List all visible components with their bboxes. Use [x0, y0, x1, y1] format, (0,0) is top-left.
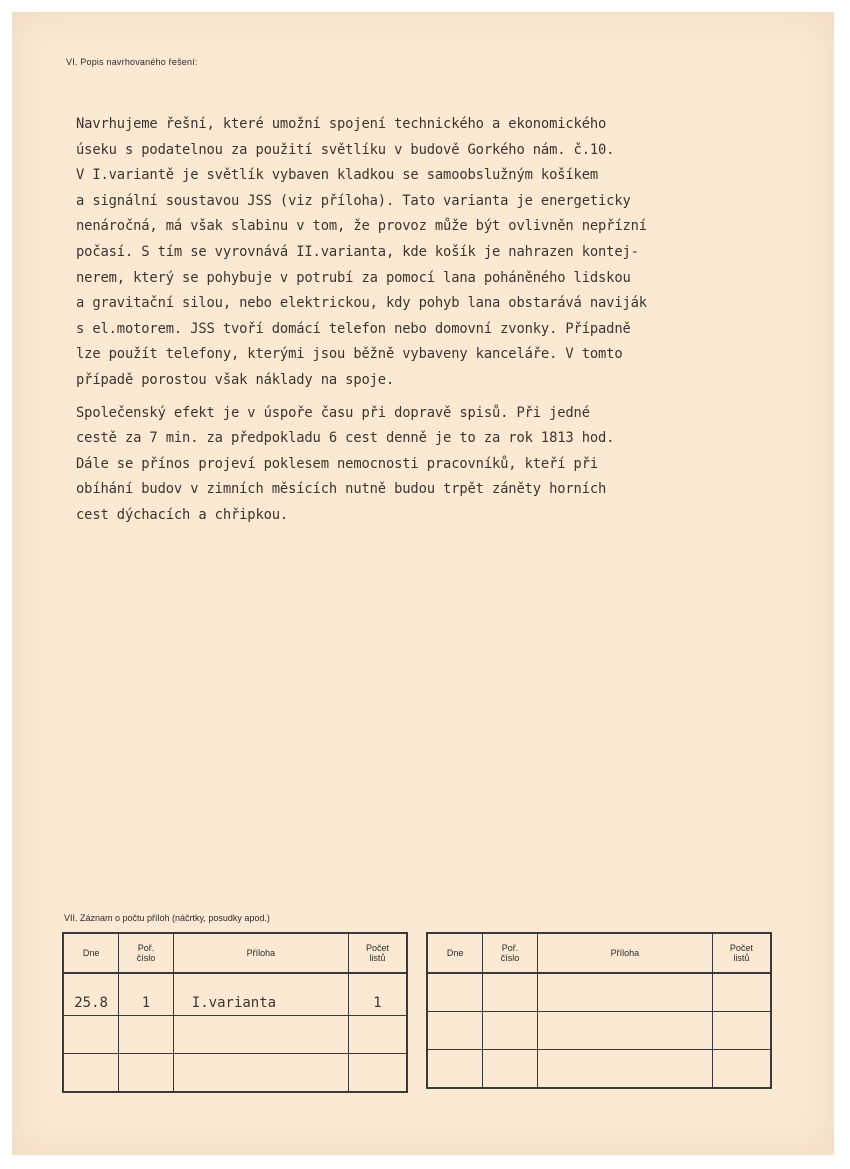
section-vii-heading: VII. Záznam o počtu příloh (náčrtky, posudky apod.) [64, 913, 270, 923]
empty-cell [427, 973, 483, 1012]
attachments-table-right [426, 932, 772, 1089]
column-header-date: Dne [63, 933, 119, 973]
text-line: Navrhujeme řešní, které umožní spojení technického a ekonomického [76, 116, 607, 132]
empty-cell [119, 1054, 174, 1093]
section-vi-heading: VI. Popis navrhovaného řešení: [66, 57, 198, 67]
empty-cell [537, 973, 712, 1012]
column-header-number [119, 933, 174, 973]
empty-cell [348, 1016, 407, 1054]
text-line: Dále se přínos projeví poklesem nemocnosti pracovníků, kteří při [76, 455, 599, 472]
text-line: cest dýchacích a chřipkou. [76, 506, 289, 523]
paragraph-1 [76, 112, 796, 394]
table-row [63, 973, 407, 1016]
text-line: a gravitační silou, nebo elektrickou, kdy pohyb lana obstarává naviják [76, 295, 647, 312]
column-header-number-text: Poř. číslo [500, 943, 520, 963]
empty-cell [173, 1054, 348, 1093]
text-line: nenáročná, má však slabinu v tom, že provoz může být ovlivněn nepřízní [76, 218, 647, 235]
empty-cell [483, 1012, 538, 1050]
empty-cell [712, 1012, 771, 1050]
cell-attachment: I.varianta [173, 973, 348, 1016]
empty-cell [712, 973, 771, 1012]
table-header-row [427, 933, 771, 973]
empty-cell [427, 1012, 483, 1050]
empty-cell [483, 973, 538, 1012]
table-row [427, 1050, 771, 1089]
table-row [427, 1012, 771, 1050]
empty-cell [537, 1012, 712, 1050]
column-header-sheet-count-text: Počet listů [365, 943, 389, 963]
column-header-number-text: Poř. číslo [136, 943, 156, 963]
column-header-attachment: Příloha [537, 933, 712, 973]
empty-cell [119, 1016, 174, 1054]
column-header-date: Dne [427, 933, 483, 973]
empty-cell [63, 1016, 119, 1054]
attachments-table-left [62, 932, 408, 1093]
text-line: případě porostou však náklady na spoje. [76, 371, 395, 388]
empty-cell [427, 1050, 483, 1089]
text-line: obíhání budov v zimních měsících nutně budou trpět záněty horních [76, 481, 607, 498]
column-header-attachment: Příloha [173, 933, 348, 973]
empty-cell [348, 1054, 407, 1093]
table-row [63, 1054, 407, 1093]
empty-cell [712, 1050, 771, 1089]
paragraph-2 [76, 401, 796, 529]
column-header-number [483, 933, 538, 973]
text-line: úseku s podatelnou za použití světlíku v budově Gorkého nám. č.10. [76, 141, 615, 158]
cell-sheet-count: 1 [348, 973, 407, 1016]
text-line: nerem, který se pohybuje v potrubí za pomocí lana poháněného lidskou [76, 269, 631, 286]
table-row [427, 973, 771, 1012]
table-header-row [63, 933, 407, 973]
empty-cell [537, 1050, 712, 1089]
empty-cell [63, 1054, 119, 1093]
text-line: s el.motorem. JSS tvoří domácí telefon nebo domovní zvonky. Případně [76, 320, 631, 337]
text-line: Společenský efekt je v úspoře času při dopravě spisů. Při jedné [76, 404, 590, 421]
table-row [63, 1016, 407, 1054]
column-header-sheet-count-text: Počet listů [729, 943, 753, 963]
cell-date: 25.8 [63, 973, 119, 1016]
text-line: V I.variantě je světlík vybaven kladkou se samoobslužným košíkem [76, 167, 599, 184]
text-line: lze použít telefony, kterými jsou běžně vybaveny kanceláře. V tomto [76, 346, 623, 363]
empty-cell [173, 1016, 348, 1054]
cell-number: 1 [119, 973, 174, 1016]
column-header-sheet-count [348, 933, 407, 973]
text-line: cestě za 7 min. za předpokladu 6 cest denně je to za rok 1813 hod. [76, 430, 615, 447]
column-header-sheet-count [712, 933, 771, 973]
empty-cell [483, 1050, 538, 1089]
text-line: počasí. S tím se vyrovnává II.varianta, kde košík je nahrazen kontej- [76, 243, 639, 260]
text-line: a signální soustavou JSS (viz příloha). Tato varianta je energeticky [76, 192, 631, 209]
typed-description [76, 112, 796, 529]
